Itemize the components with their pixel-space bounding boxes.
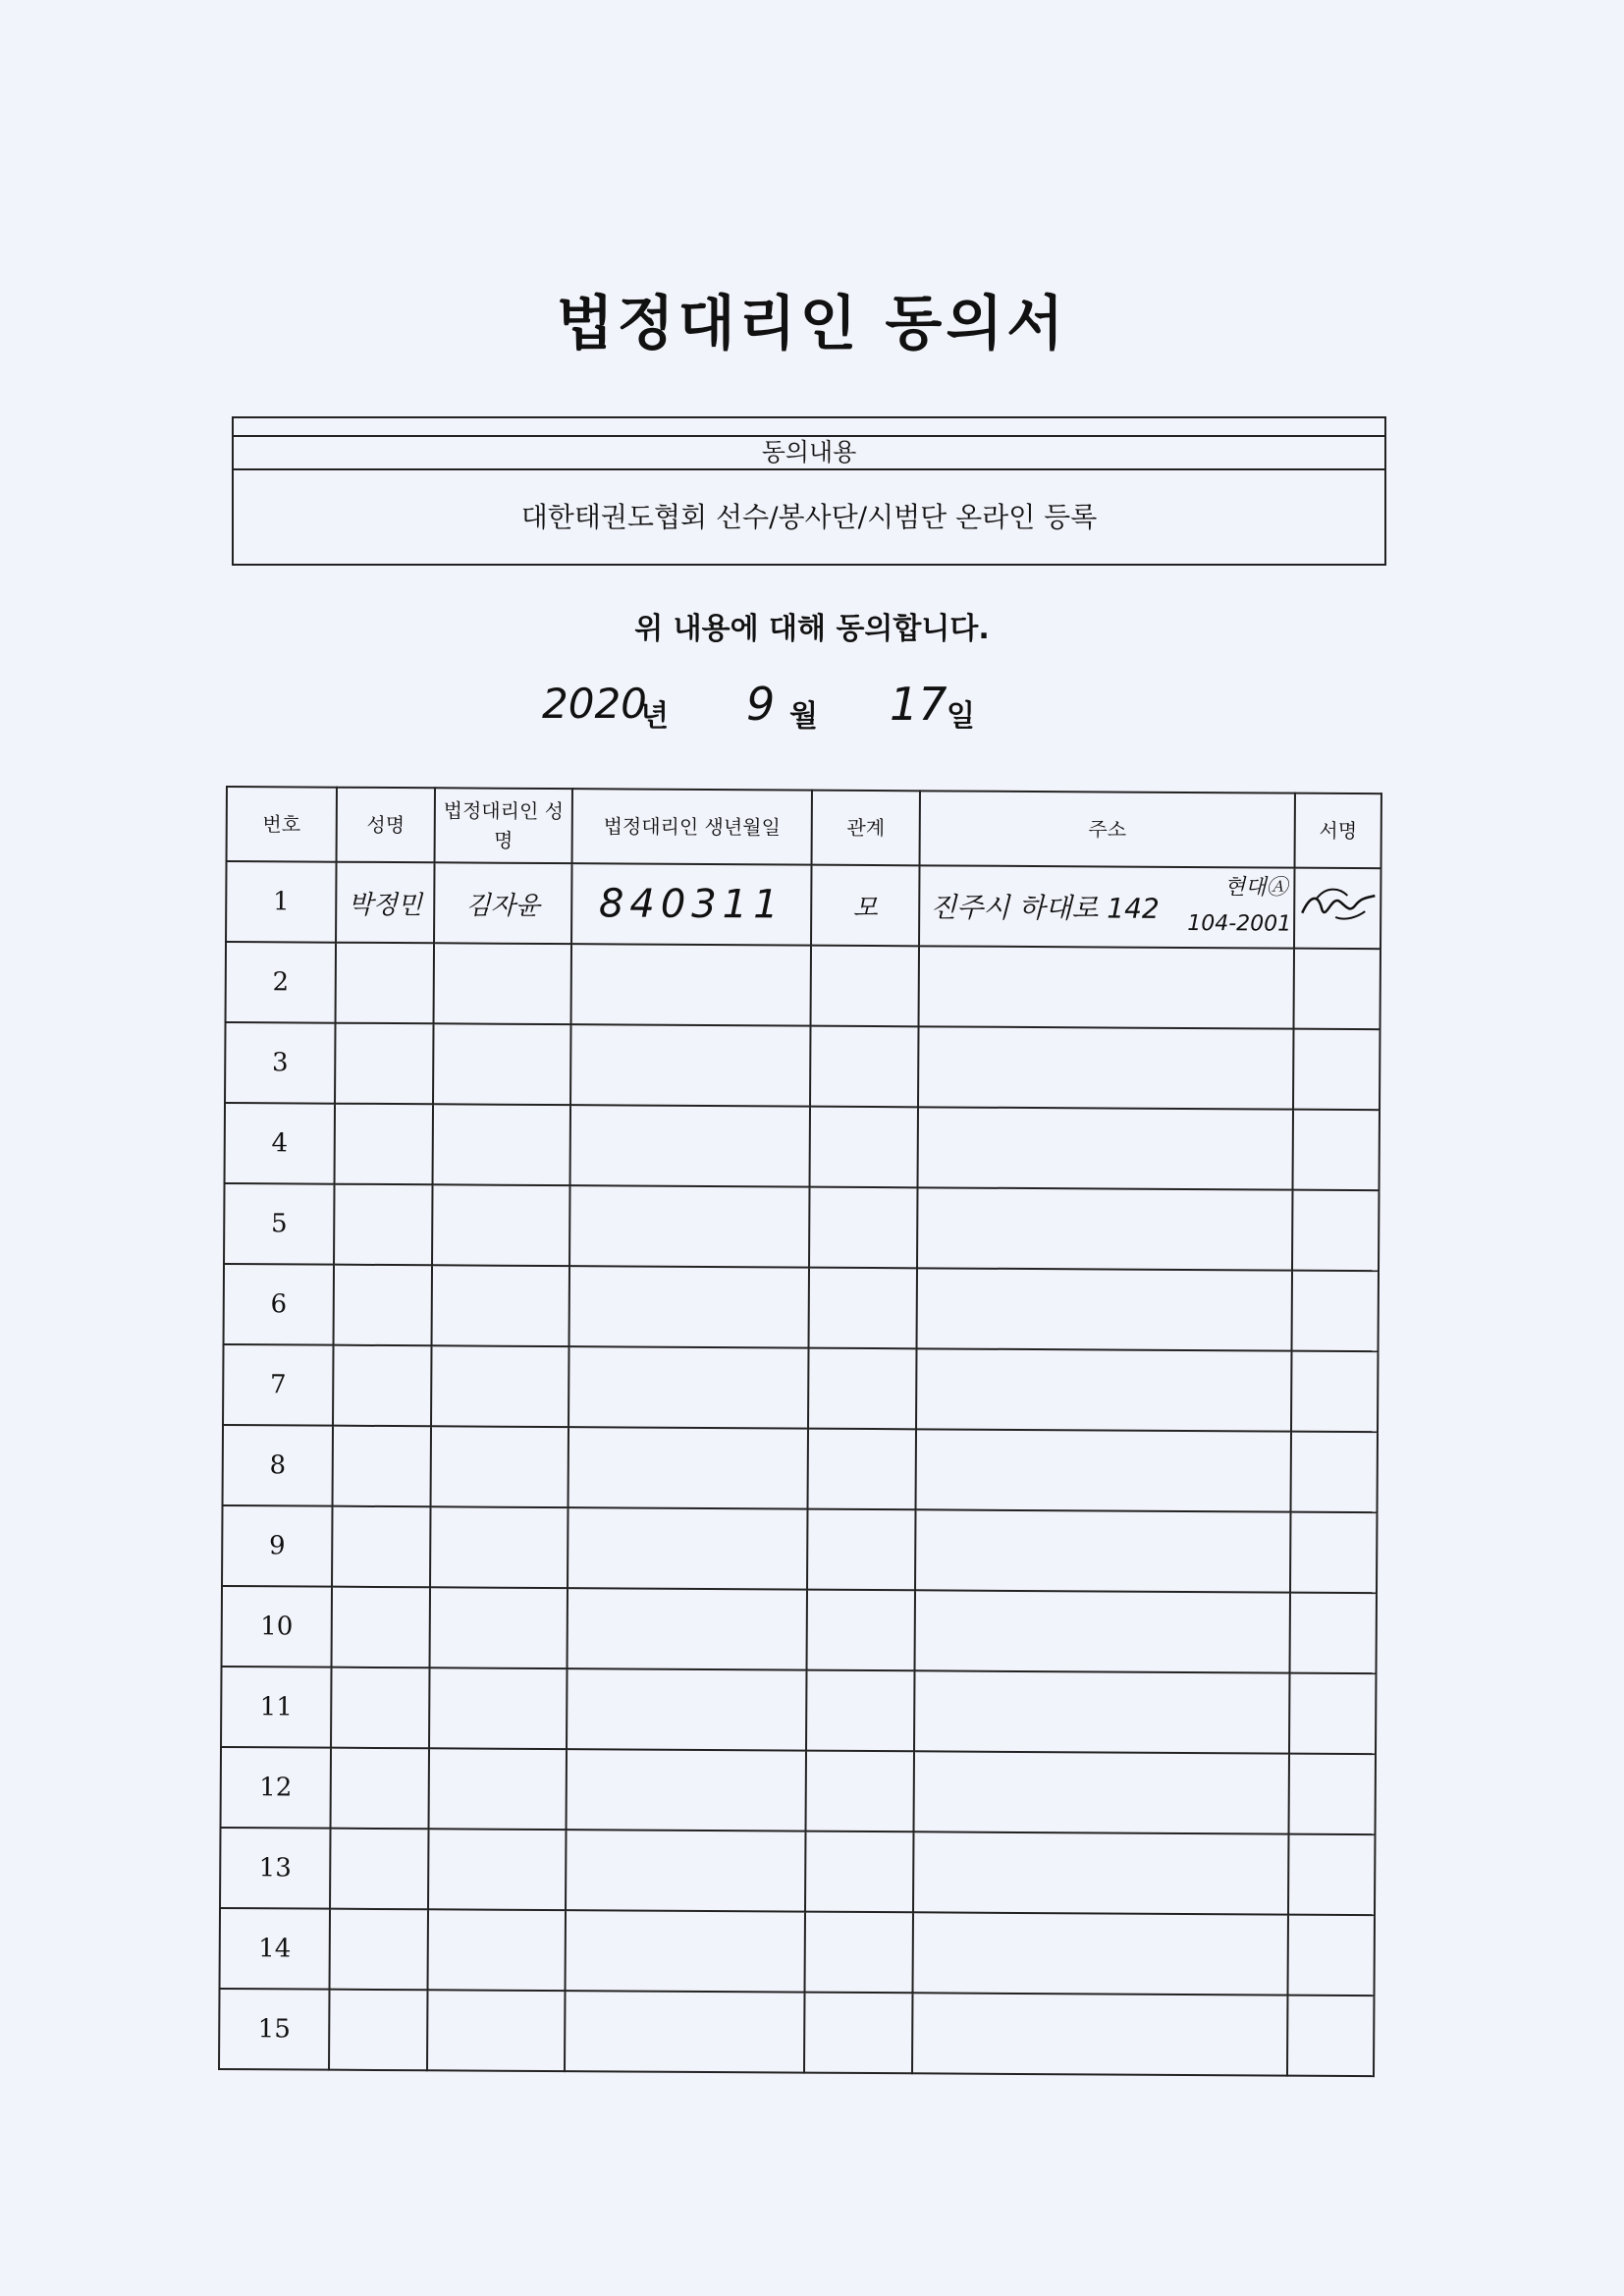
address-line3: 104-2001 <box>1187 910 1292 937</box>
row-number: 9 <box>222 1505 332 1587</box>
cell <box>919 946 1294 1028</box>
cell <box>1288 1754 1375 1835</box>
cell <box>918 1026 1293 1109</box>
address-line1: 진주시 하대로 142 <box>930 891 1160 925</box>
cell <box>568 1588 807 1669</box>
row-number: 7 <box>223 1344 333 1426</box>
cell <box>431 1426 568 1507</box>
row-number: 2 <box>226 942 336 1023</box>
cell <box>427 1990 565 2071</box>
table-row <box>223 1344 1378 1432</box>
cell <box>565 1991 804 2072</box>
cell <box>428 1829 566 1910</box>
consent-box <box>232 416 1386 566</box>
row-address <box>919 865 1294 948</box>
cell <box>1289 1673 1376 1755</box>
cell <box>330 1909 428 1991</box>
date-month-value: 9 <box>746 678 776 731</box>
table-row <box>220 1828 1375 1915</box>
table-row <box>224 1264 1379 1351</box>
date-day-value: 17 <box>890 678 947 731</box>
cell <box>333 1345 431 1427</box>
cell <box>336 943 434 1024</box>
col-header-relation: 관계 <box>812 791 920 866</box>
cell <box>915 1509 1290 1592</box>
cell <box>808 1348 916 1430</box>
cell <box>430 1506 568 1588</box>
date-line <box>0 678 1624 746</box>
cell <box>916 1429 1291 1511</box>
cell <box>566 1910 805 1992</box>
cell <box>567 1668 806 1750</box>
agree-statement: 위 내용에 대해 동의합니다. <box>634 612 990 646</box>
cell <box>1287 1915 1374 1996</box>
cell <box>913 1831 1288 1914</box>
cell <box>431 1345 568 1427</box>
handwritten-signature <box>1296 875 1379 935</box>
table-row <box>219 1989 1374 2076</box>
cell <box>1292 1271 1379 1352</box>
cell <box>806 1670 914 1752</box>
cell <box>1287 1995 1374 2077</box>
table-row <box>225 1022 1380 1110</box>
cell <box>571 944 811 1025</box>
col-header-address: 주소 <box>920 791 1295 867</box>
cell <box>569 1266 809 1347</box>
table-row <box>224 1183 1379 1271</box>
row-number: 1 <box>226 861 336 943</box>
cell <box>570 1105 810 1186</box>
cell <box>568 1507 807 1589</box>
cell <box>570 1024 810 1106</box>
cell <box>807 1590 915 1671</box>
cell <box>430 1587 568 1668</box>
row-number: 11 <box>221 1667 331 1748</box>
cell <box>333 1426 431 1507</box>
col-header-name: 성명 <box>337 788 435 863</box>
col-header-signature: 서명 <box>1295 793 1381 869</box>
cell <box>432 1184 569 1266</box>
cell <box>1294 949 1380 1030</box>
cell <box>805 1912 913 1994</box>
cell <box>918 1107 1293 1189</box>
cell <box>810 1107 918 1188</box>
cell <box>429 1667 567 1749</box>
cell <box>334 1265 432 1346</box>
cell <box>568 1346 808 1428</box>
table-header-row <box>227 787 1381 868</box>
cell <box>432 1265 569 1346</box>
cell <box>809 1187 917 1269</box>
date-month-unit: 월 <box>789 699 818 734</box>
cell <box>434 943 571 1024</box>
cell <box>569 1185 809 1267</box>
row-number: 4 <box>225 1103 335 1184</box>
table-row <box>220 1908 1375 1995</box>
cell <box>433 1104 570 1185</box>
cell <box>332 1587 430 1668</box>
cell <box>566 1830 805 1911</box>
table-row <box>221 1747 1376 1834</box>
cell <box>335 1023 433 1105</box>
cell <box>1292 1190 1379 1272</box>
consent-body: 대한태권도협회 선수/봉사단/시범단 온라인 등록 <box>520 501 1098 533</box>
row-relation: 모 <box>811 865 919 947</box>
cell <box>428 1909 566 1991</box>
cell <box>331 1748 429 1830</box>
table-row <box>222 1505 1377 1593</box>
row-name: 박정민 <box>336 862 434 944</box>
row-signature <box>1294 868 1380 950</box>
row-number: 8 <box>223 1425 333 1506</box>
page-title: 법정대리인 동의서 <box>556 290 1068 358</box>
row-number: 3 <box>225 1022 335 1104</box>
row-number: 6 <box>224 1264 334 1345</box>
cell <box>1293 1110 1380 1191</box>
table-row <box>221 1667 1376 1754</box>
cell <box>329 1990 427 2071</box>
date-day-unit: 일 <box>947 699 975 734</box>
cell <box>916 1348 1291 1431</box>
cell <box>806 1751 914 1832</box>
date-year-value: 2020 <box>542 680 647 728</box>
cell <box>334 1184 432 1266</box>
col-header-number: 번호 <box>227 787 337 862</box>
cell <box>912 1993 1287 2075</box>
cell <box>433 1023 570 1105</box>
cell <box>1290 1593 1377 1674</box>
row-number: 15 <box>219 1989 329 2070</box>
table-row <box>226 861 1380 949</box>
cell <box>567 1749 806 1831</box>
cell <box>1290 1512 1377 1594</box>
row-number: 13 <box>220 1828 330 1909</box>
consent-header: 동의내용 <box>234 435 1384 470</box>
cell <box>1291 1351 1378 1433</box>
cell <box>332 1506 430 1588</box>
row-guardian-birth: 840311 <box>571 863 811 945</box>
cell <box>917 1268 1292 1350</box>
cell <box>808 1429 916 1510</box>
cell <box>1291 1432 1378 1513</box>
cell <box>811 946 919 1027</box>
cell <box>810 1026 918 1108</box>
col-header-guardian-birth: 법정대리인 생년월일 <box>572 789 812 864</box>
cell <box>335 1104 433 1185</box>
cell <box>331 1667 429 1749</box>
cell <box>568 1427 808 1508</box>
table-row <box>226 942 1380 1029</box>
table-row <box>225 1103 1380 1190</box>
row-number: 12 <box>221 1747 331 1829</box>
cell <box>914 1670 1289 1753</box>
row-number: 5 <box>224 1183 334 1265</box>
cell <box>429 1748 567 1830</box>
row-guardian-name: 김자윤 <box>434 862 571 944</box>
table-row <box>222 1586 1377 1673</box>
cell <box>1288 1834 1375 1916</box>
table-row <box>223 1425 1378 1512</box>
cell <box>330 1829 428 1910</box>
cell <box>914 1751 1289 1833</box>
cell <box>809 1268 917 1349</box>
cell <box>915 1590 1290 1672</box>
cell <box>913 1912 1288 1995</box>
date-year-unit: 년 <box>640 699 669 734</box>
col-header-guardian-name: 법정대리인 성명 <box>435 788 572 863</box>
cell <box>1293 1029 1380 1111</box>
cell <box>804 1993 912 2074</box>
row-number: 10 <box>222 1586 332 1667</box>
address-line2: 현대Ⓐ <box>1223 875 1288 901</box>
cell <box>917 1187 1292 1270</box>
guardian-table <box>218 786 1382 2077</box>
row-number: 14 <box>220 1908 330 1990</box>
cell <box>807 1509 915 1591</box>
cell <box>805 1831 913 1913</box>
